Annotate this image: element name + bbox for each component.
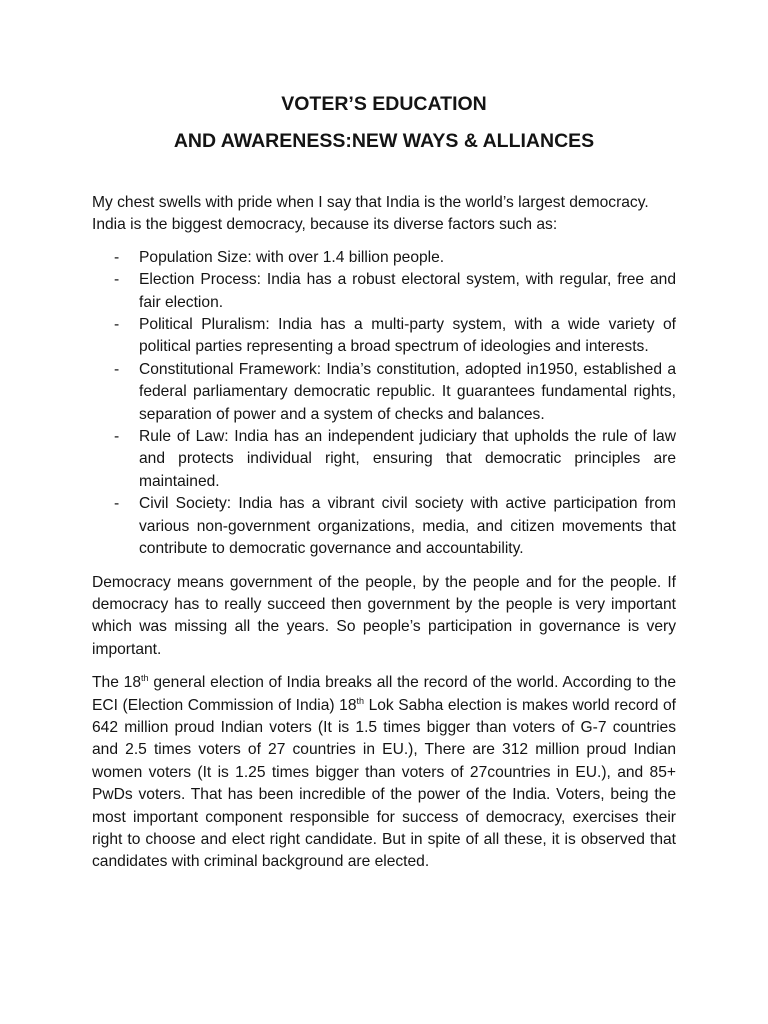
list-item-text: Population Size: with over 1.4 billion people. [139, 248, 445, 266]
factors-list [92, 247, 676, 561]
list-item-text: Rule of Law: India has an independent judiciary that upholds the rule of law and protects individual right, ensuring that democratic principles are maintained. [139, 428, 676, 490]
ordinal-suffix: th [356, 695, 365, 706]
list-item [92, 269, 676, 314]
election-text-part-1: The 18 [92, 674, 142, 692]
list-item-text: Civil Society: India has a vibrant civil society with active participation from various non-government organizations, media, and citizen movements that contribute to democratic governance and accountability. [139, 495, 676, 558]
election-text-part-3: Lok Sabha election is makes world record of 642 million proud Indian voters (It is 1.5 times bigger than voters of G-7 countries and 2.5 times voters of 27 countries in EU.), There are 312 million proud Indian women voters (It is 1.25 times bigger than voters of 27countries in EU.), and 85+ PwDs voters. That has been incredible of the power of the India. Voters, being the most important component responsible for success of democracy, exercises their right to choose and elect right candidate. But in spite of all these, it is observed that candidates with criminal background are elected. [92, 696, 676, 871]
bullet-marker: - [114, 495, 120, 513]
list-item [92, 247, 676, 269]
bullet-marker: - [114, 271, 120, 289]
list-item-text: Election Process: India has a robust electoral system, with regular, free and fair election. [139, 271, 676, 311]
bullet-marker: - [114, 248, 120, 266]
election-paragraph [92, 672, 676, 874]
title-line-1: VOTER’S EDUCATION [281, 93, 487, 115]
intro-paragraph [92, 192, 676, 237]
list-item [92, 359, 676, 426]
intro-line-1: My chest swells with pride when I say that India is the world’s largest democracy. [92, 194, 649, 211]
list-item-text: Constitutional Framework: India’s constitution, adopted in1950, established a federal parliamentary democratic republic. It guarantees fundamental rights, separation of power and a system of checks and balances. [139, 360, 676, 423]
ordinal-suffix: th [141, 672, 149, 683]
list-item-text: Political Pluralism: India has a multi-party system, with a wide variety of political parties representing a broad spectrum of ideologies and interests. [139, 316, 676, 356]
list-item [92, 314, 676, 359]
election-text-part-2: general election of India breaks all the record of the world. According to the ECI (Election Commission of India) 18 [92, 674, 676, 714]
bullet-marker: - [114, 428, 120, 446]
bullet-marker: - [114, 360, 120, 378]
title-line-2: AND AWARENESS:NEW WAYS & ALLIANCES [173, 130, 595, 152]
list-item [92, 493, 676, 560]
intro-line-2: India is the biggest democracy, because its diverse factors such as: [92, 216, 558, 234]
democracy-paragraph: Democracy means government of the people, by the people and for the people. If democracy has to really succeed then government by the people is very important which was missing all the years. So people’s participation in governance is very important. [92, 573, 676, 658]
bullet-marker: - [114, 316, 120, 334]
list-item [92, 426, 676, 493]
